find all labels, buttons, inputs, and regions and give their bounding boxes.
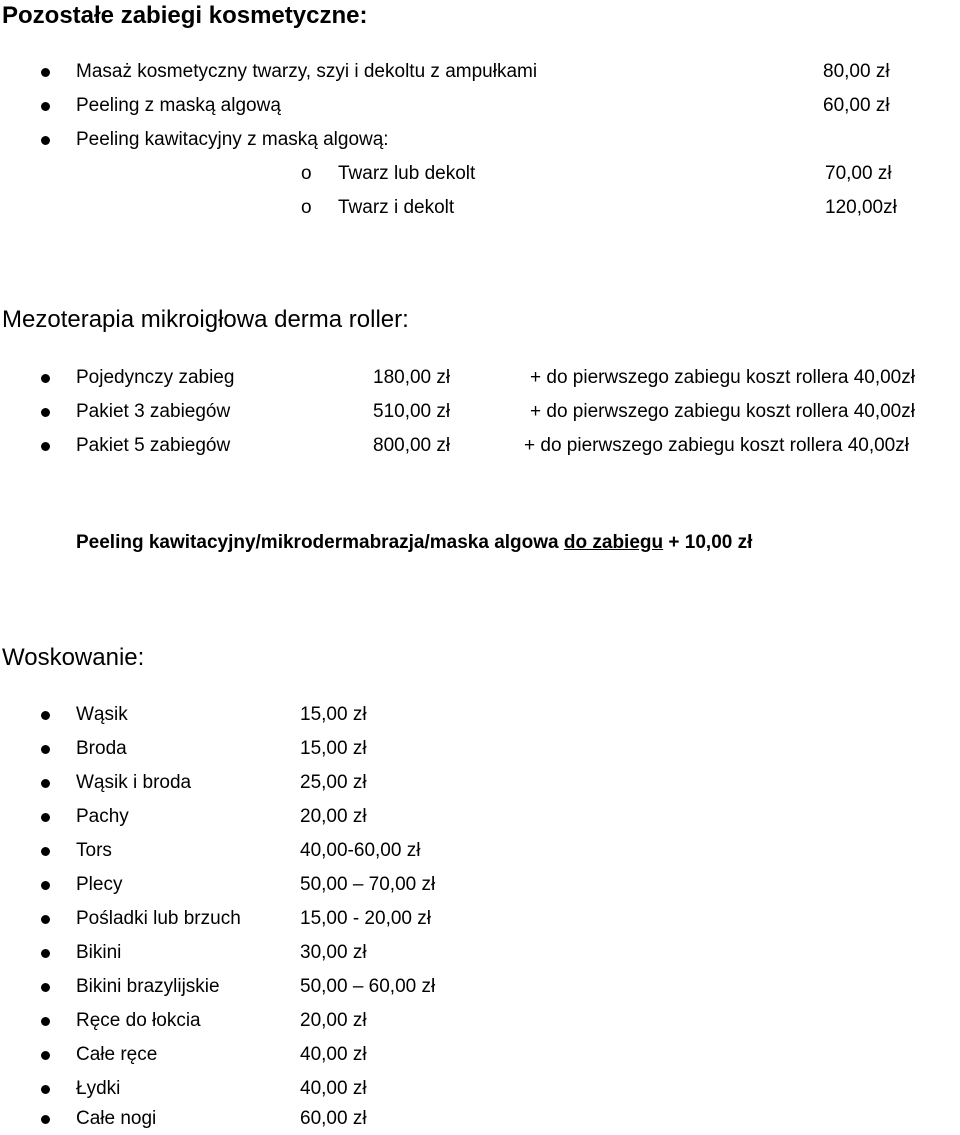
item-price: 20,00 zł: [300, 806, 367, 827]
item-price: 50,00 – 70,00 zł: [300, 874, 436, 895]
list-item: [0, 363, 960, 393]
item-price: 510,00 zł: [373, 401, 451, 422]
item-price: 80,00 zł: [823, 61, 890, 82]
item-price: 40,00 zł: [300, 1044, 367, 1065]
item-extra: + do pierwszego zabiegu koszt rollera 40,00zł: [530, 401, 915, 422]
bullet-icon: [41, 881, 50, 890]
list-item: [0, 125, 960, 155]
list-item: [0, 57, 960, 87]
item-price: 15,00 zł: [300, 704, 367, 725]
item-label: Całe nogi: [76, 1108, 157, 1129]
bullet-icon: [41, 1115, 50, 1124]
sub-list-item: [0, 193, 960, 223]
list-item: [0, 1006, 960, 1036]
sub-item-price: 70,00 zł: [825, 163, 892, 184]
sub-item-label: Twarz lub dekolt: [338, 163, 476, 184]
bullet-icon: [41, 915, 50, 924]
section-title-waxing: Woskowanie:: [2, 644, 145, 671]
item-label: Plecy: [76, 874, 123, 895]
item-price: 50,00 – 60,00 zł: [300, 976, 436, 997]
list-item: [0, 1040, 960, 1070]
item-price: 40,00 zł: [300, 1078, 367, 1099]
bullet-icon: [41, 1051, 50, 1060]
item-price: 15,00 - 20,00 zł: [300, 908, 431, 929]
bullet-icon: [41, 136, 50, 145]
section-title-other-treatments: Pozostałe zabiegi kosmetyczne:: [2, 2, 368, 29]
item-label: Bikini: [76, 942, 122, 963]
item-label: Masaż kosmetyczny twarzy, szyi i dekoltu z ampułkami: [76, 61, 538, 82]
item-price: 15,00 zł: [300, 738, 367, 759]
item-label: Pośladki lub brzuch: [76, 908, 241, 929]
bullet-icon: [41, 847, 50, 856]
list-item: [0, 904, 960, 934]
list-item: [0, 700, 960, 730]
list-item: [0, 1074, 960, 1104]
list-item: [0, 431, 960, 461]
item-label: Peeling kawitacyjny z maską algową:: [76, 129, 389, 150]
bullet-icon: [41, 745, 50, 754]
item-label: Tors: [76, 840, 112, 861]
item-label: Pojedynczy zabieg: [76, 367, 235, 388]
list-item: [0, 768, 960, 798]
item-price: 25,00 zł: [300, 772, 367, 793]
item-extra: + do pierwszego zabiegu koszt rollera 40,00zł: [530, 367, 915, 388]
item-price: 60,00 zł: [823, 95, 890, 116]
sub-item-label: Twarz i dekolt: [338, 197, 455, 218]
circle-bullet-icon: o: [301, 197, 312, 218]
item-price: 30,00 zł: [300, 942, 367, 963]
list-item: [0, 397, 960, 427]
item-label: Pakiet 5 zabiegów: [76, 435, 231, 456]
bullet-icon: [41, 1085, 50, 1094]
item-price: 20,00 zł: [300, 1010, 367, 1031]
bullet-icon: [41, 408, 50, 417]
bullet-icon: [41, 68, 50, 77]
item-label: Pachy: [76, 806, 129, 827]
item-price: 60,00 zł: [300, 1108, 367, 1129]
note-price: + 10,00 zł: [663, 532, 753, 553]
sub-list-item: [0, 159, 960, 189]
bullet-icon: [41, 983, 50, 992]
item-label: Wąsik: [76, 704, 128, 725]
list-item: [0, 972, 960, 1002]
bullet-icon: [41, 374, 50, 383]
bullet-icon: [41, 949, 50, 958]
item-label: Pakiet 3 zabiegów: [76, 401, 231, 422]
item-label: Peeling z maską algową: [76, 95, 281, 116]
bullet-icon: [41, 1017, 50, 1026]
bullet-icon: [41, 813, 50, 822]
item-label: Broda: [76, 738, 127, 759]
item-price: 40,00-60,00 zł: [300, 840, 421, 861]
bullet-icon: [41, 779, 50, 788]
item-extra: + do pierwszego zabiegu koszt rollera 40,00zł: [524, 435, 909, 456]
peeling-addon-note: [76, 528, 752, 558]
list-item: [0, 734, 960, 764]
circle-bullet-icon: o: [301, 163, 312, 184]
bullet-icon: [41, 711, 50, 720]
item-label: Łydki: [76, 1078, 121, 1099]
item-label: Wąsik i broda: [76, 772, 192, 793]
item-label: Ręce do łokcia: [76, 1010, 201, 1031]
note-text: Peeling kawitacyjny/mikrodermabrazja/maska algowa: [76, 532, 564, 553]
list-item: [0, 802, 960, 832]
item-label: Całe ręce: [76, 1044, 158, 1065]
section-title-mesotherapy: Mezoterapia mikroigłowa derma roller:: [2, 306, 409, 333]
list-item: [0, 1104, 960, 1134]
bullet-icon: [41, 102, 50, 111]
item-price: 800,00 zł: [373, 435, 451, 456]
item-price: 180,00 zł: [373, 367, 451, 388]
sub-item-price: 120,00zł: [825, 197, 897, 218]
list-item: [0, 91, 960, 121]
bullet-icon: [41, 442, 50, 451]
list-item: [0, 836, 960, 866]
item-label: Bikini brazylijskie: [76, 976, 220, 997]
note-underlined-text: do zabiegu: [563, 532, 664, 553]
list-item: [0, 870, 960, 900]
list-item: [0, 938, 960, 968]
